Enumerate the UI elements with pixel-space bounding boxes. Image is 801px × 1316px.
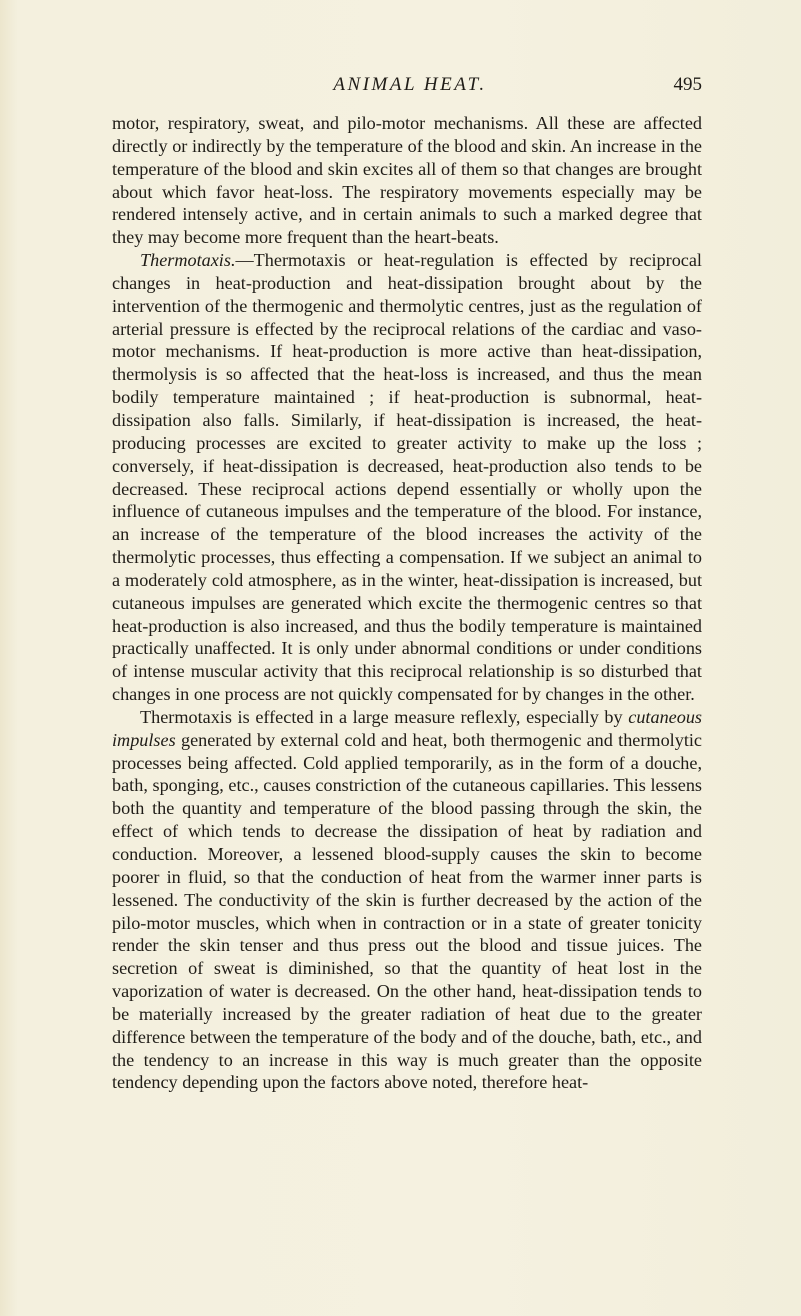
page-header	[120, 72, 700, 98]
paragraph-reflex	[112, 706, 702, 1094]
paragraph-thermotaxis	[112, 249, 702, 706]
paragraph-text: —Thermotaxis or heat-regulation is effected by reciprocal changes in heat-production and heat-dissipation brought about by the intervention of the thermogenic and thermolytic centres, just as the regulation of arterial pressure is effected by the reciprocal relations of the cardiac and vaso-motor mechanisms. If heat-production is more active than heat-dissipation, thermolysis is so affected that the heat-loss is increased, and thus the mean bodily temperature maintained ; if heat-production is subnormal, heat-dissipation also falls. Similarly, if heat-dissipation is increased, the heat-producing processes are excited to greater activity to make up the loss ; conversely, if heat-dissipation is decreased, heat-production also tends to be decreased. These reciprocal actions depend essentially or wholly upon the influence of cutaneous impulses and the temperature of the blood. For instance, an increase of the temperature of the blood increases the activity of the thermolytic processes, thus effecting a compensation. If we subject an animal to a moderately cold atmosphere, as in the winter, heat-dissipation is increased, but cutaneous impulses are generated which excite the thermogenic centres so that heat-production is also increased, and thus the bodily temperature is maintained practically unaffected. It is only under abnormal conditions or under conditions of intense muscular activity that this reciprocal relationship is so disturbed that changes in one process are not quickly compensated for by changes in the other.	[112, 250, 702, 705]
paragraph-text-after: generated by external cold and heat, both thermogenic and thermolytic processes being affected. Cold applied temporarily, as in the form of a douche, bath, sponging, etc., causes constriction of the cutaneous capillaries. This lessens both the quantity and temperature of the blood passing through the skin, the effect of which tends to decrease the dissipation of heat by radiation and conduction. Moreover, a lessened blood-supply causes the skin to become poorer in fluid, so that the conduction of heat from the warmer inner parts is lessened. The conductivity of the skin is further decreased by the action of the pilo-motor muscles, which when in contraction or in a state of greater tonicity render the skin tenser and thus press out the blood and tissue juices. The secretion of sweat is diminished, so that the quantity of heat lost in the vaporization of water is decreased. On the other hand, heat-dissipation tends to be materially increased by the greater radiation of heat due to the greater difference between the temperature of the body and of the douche, bath, etc., and the tendency to an increase in this way is much greater than the opposite tendency depending upon the factors above noted, therefore heat-	[112, 729, 702, 1093]
paragraph-text: motor, respiratory, sweat, and pilo-motor mechanisms. All these are affected directly or indirectly by the temperature of the blood and skin. An increase in the temperature of the blood and skin excites all of them so that changes are brought about which favor heat-loss. The respiratory movements especially may be rendered intensely active, and in certain animals to such a marked degree that they may become more frequent than the heart-beats.	[112, 113, 702, 248]
page-number: 495	[673, 74, 702, 95]
section-heading: Thermotaxis.	[140, 250, 236, 271]
paragraph-continued	[112, 112, 702, 249]
emphasized-phrase: cutaneous impulses	[112, 706, 702, 750]
paragraph-text-before: Thermotaxis is effected in a large measure reflexly, especially by	[140, 706, 629, 727]
running-title: ANIMAL HEAT.	[333, 74, 487, 95]
body-text	[112, 112, 702, 1094]
